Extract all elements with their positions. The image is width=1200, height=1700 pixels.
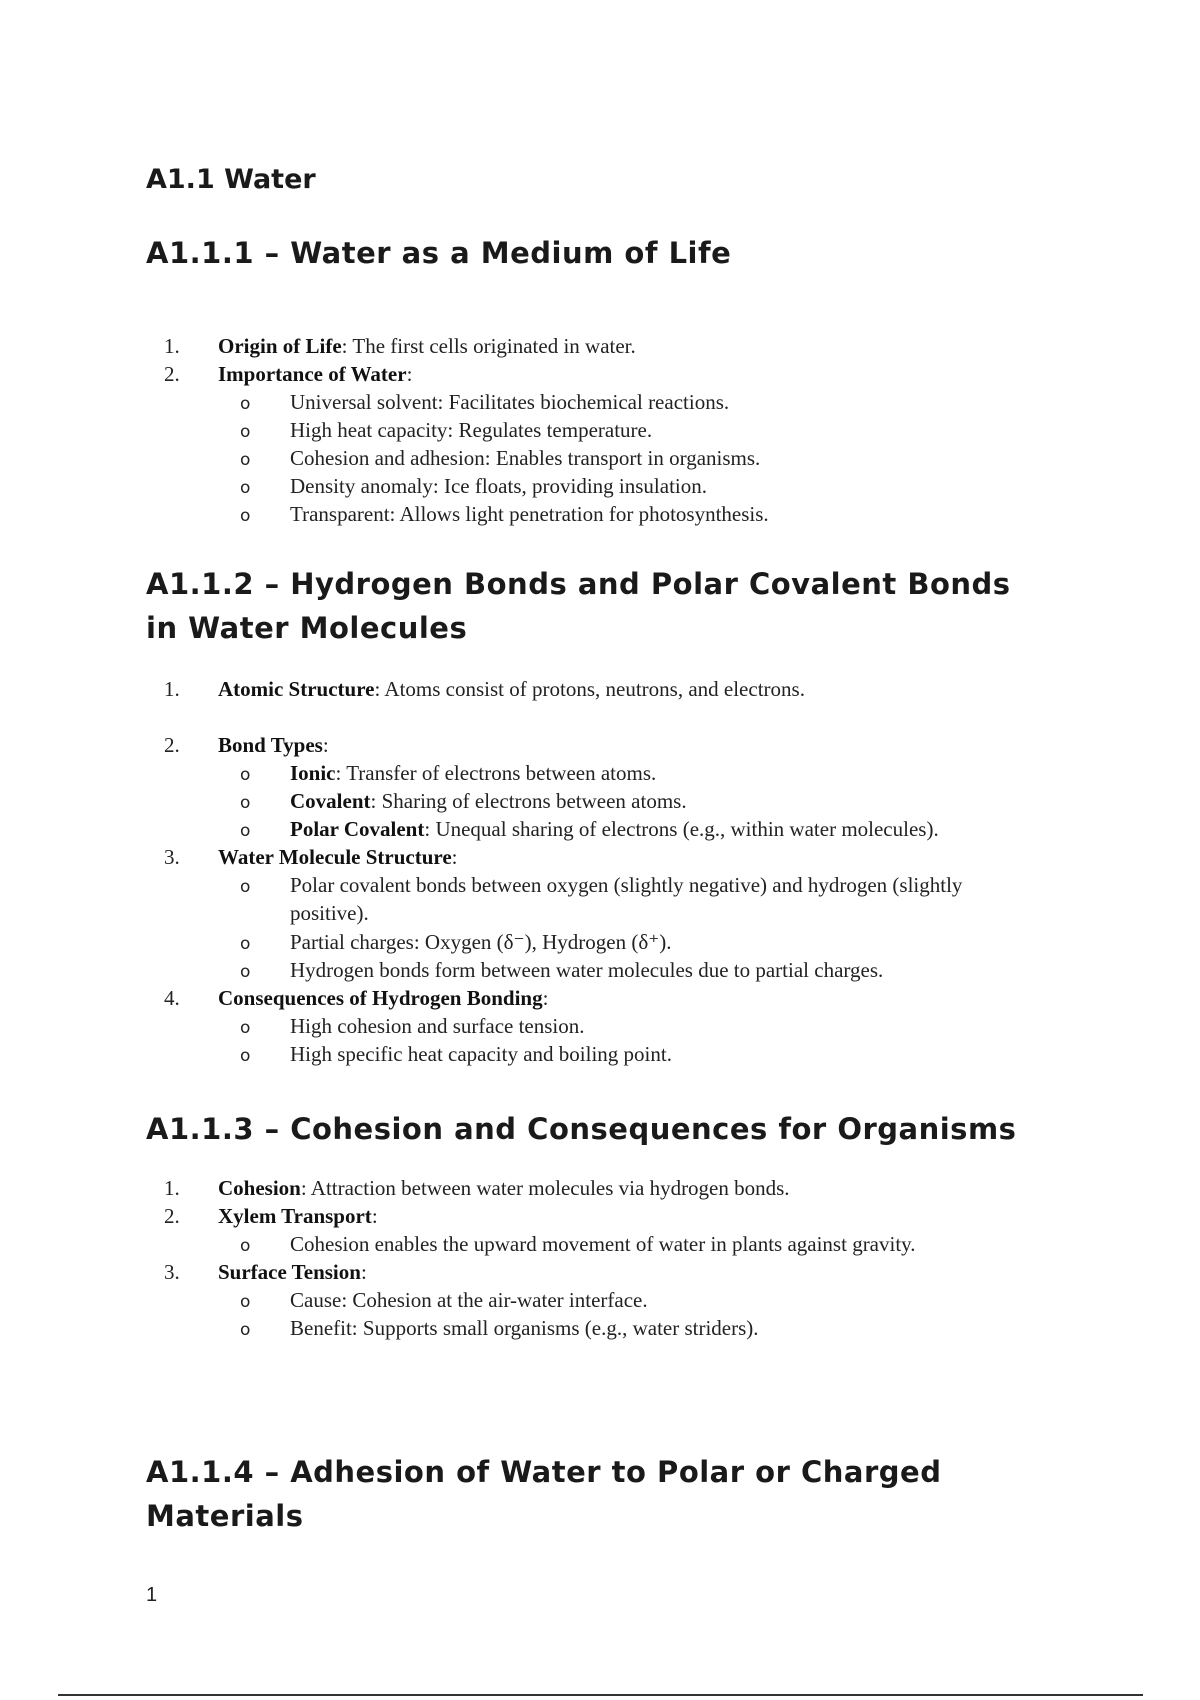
bullet-icon: o: [240, 450, 251, 470]
bullet-icon: o: [240, 478, 251, 498]
bullet-icon: o: [240, 1046, 251, 1066]
sub-item-text: Cohesion enables the upward movement of water in plants against gravity.: [290, 1232, 916, 1256]
bullet-icon: o: [240, 1320, 251, 1340]
item-term: Xylem Transport: [218, 1204, 372, 1228]
sub-item-text: Cause: Cohesion at the air-water interface.: [290, 1288, 648, 1312]
item-number: 2.: [164, 362, 180, 386]
item-term: Water Molecule Structure: [218, 845, 452, 869]
bullet-icon: o: [240, 793, 251, 813]
sub-item-text: : Unequal sharing of electrons (e.g., within water molecules).: [424, 817, 939, 841]
bullet-icon: o: [240, 394, 251, 414]
item-number: 3.: [164, 845, 180, 869]
sub-item-text: Cohesion and adhesion: Enables transport in organisms.: [290, 446, 761, 470]
item-text: :: [360, 1260, 367, 1284]
page-number: 1: [146, 1584, 158, 1606]
bullet-icon: o: [240, 1018, 251, 1038]
item-text: : Attraction between water molecules via hydrogen bonds.: [300, 1176, 790, 1200]
item-text: :: [406, 362, 413, 386]
item-number: 1.: [164, 677, 180, 701]
item-text: :: [322, 733, 329, 757]
sub-item-text: High cohesion and surface tension.: [290, 1014, 585, 1038]
sub-item-text: High heat capacity: Regulates temperature.: [290, 418, 653, 442]
item-term: Atomic Structure: [218, 677, 375, 701]
item-term: Consequences of Hydrogen Bonding: [218, 986, 543, 1010]
item-text: : Atoms consist of protons, neutrons, and electrons.: [374, 677, 805, 701]
bullet-icon: o: [240, 877, 251, 897]
sub-item-term: Polar Covalent: [290, 817, 425, 841]
sub-item-term: Ionic: [290, 761, 336, 785]
sub-item-text: : Transfer of electrons between atoms.: [335, 761, 657, 785]
bullet-icon: o: [240, 1236, 251, 1256]
sub-item-text: Hydrogen bonds form between water molecules due to partial charges.: [290, 958, 884, 982]
item-number: 2.: [164, 1204, 180, 1228]
item-text: :: [542, 986, 549, 1010]
item-number: 1.: [164, 334, 180, 358]
item-number: 1.: [164, 1176, 180, 1200]
sub-item-text: Polar covalent bonds between oxygen (slightly negative) and hydrogen (slightly positive).: [290, 873, 963, 925]
item-text: : The first cells originated in water.: [341, 334, 636, 358]
section-heading-a1-1-2: A1.1.2 – Hydrogen Bonds and Polar Covalent Bonds in Water Molecules: [146, 567, 1011, 645]
item-term: Origin of Life: [218, 334, 342, 358]
sub-item-text: : Sharing of electrons between atoms.: [370, 789, 687, 813]
sub-item-text: Partial charges: Oxygen (δ⁻), Hydrogen (δ⁺).: [290, 930, 672, 954]
sub-item-text: Universal solvent: Facilitates biochemical reactions.: [290, 390, 730, 414]
bullet-icon: o: [240, 1292, 251, 1312]
sub-item-term: Covalent: [290, 789, 371, 813]
sub-item-text: Density anomaly: Ice floats, providing insulation.: [290, 474, 708, 498]
footer-divider: [58, 1694, 1143, 1696]
sub-item-text: High specific heat capacity and boiling point.: [290, 1042, 672, 1066]
bullet-icon: o: [240, 962, 251, 982]
item-term: Bond Types: [218, 733, 323, 757]
bullet-icon: o: [240, 821, 251, 841]
item-number: 4.: [164, 986, 180, 1010]
sub-item-text: Transparent: Allows light penetration for photosynthesis.: [290, 502, 769, 526]
item-term: Cohesion: [218, 1176, 301, 1200]
item-term: Importance of Water: [218, 362, 407, 386]
bullet-icon: o: [240, 765, 251, 785]
bullet-icon: o: [240, 422, 251, 442]
bullet-icon: o: [240, 506, 251, 526]
section-heading-a1-1-1: A1.1.1 – Water as a Medium of Life: [146, 236, 732, 270]
item-text: :: [371, 1204, 378, 1228]
section-heading-a1-1-3: A1.1.3 – Cohesion and Consequences for Organisms: [146, 1112, 1017, 1146]
item-term: Surface Tension: [218, 1260, 361, 1284]
item-text: :: [451, 845, 458, 869]
bullet-icon: o: [240, 934, 251, 954]
item-number: 3.: [164, 1260, 180, 1284]
item-number: 2.: [164, 733, 180, 757]
page-title: A1.1 Water: [146, 164, 316, 195]
sub-item-text: Benefit: Supports small organisms (e.g., water striders).: [290, 1316, 759, 1340]
section-heading-a1-1-4: A1.1.4 – Adhesion of Water to Polar or Charged Materials: [146, 1455, 942, 1533]
